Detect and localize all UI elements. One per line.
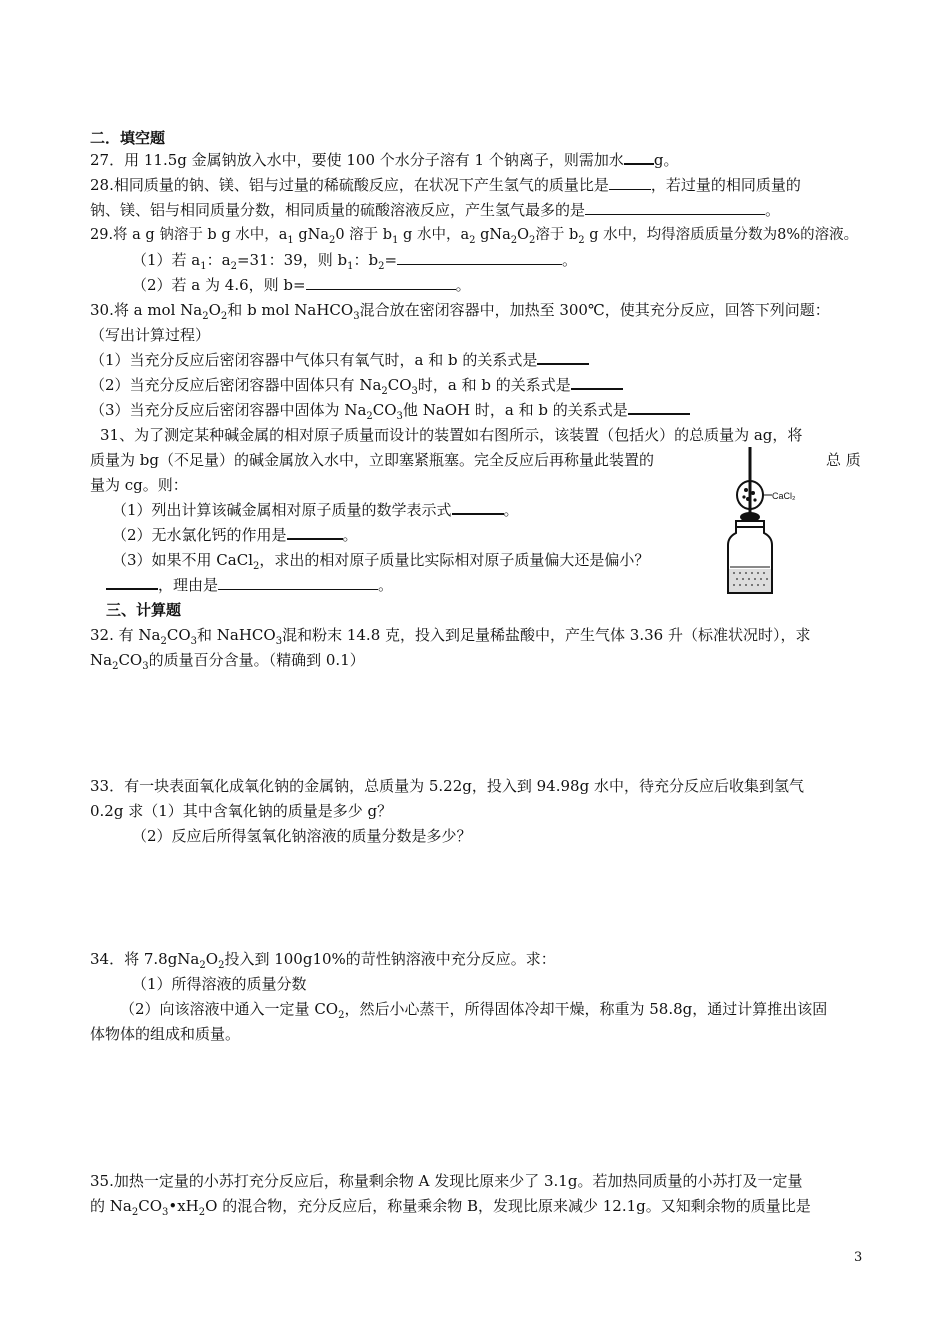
page-number: 3 — [854, 1250, 863, 1265]
answer-blank[interactable] — [624, 149, 654, 165]
answer-blank[interactable] — [585, 200, 765, 215]
question-28-line-1: 28.相同质量的钠、镁、铝与过量的稀硫酸反应，在状况下产生氢气的质量比是 ，若过量的相同质量的 — [90, 176, 801, 194]
answer-blank[interactable] — [628, 399, 690, 415]
question-31-line-3: 量为 cg。则： — [90, 476, 188, 494]
question-33-line-1: 33．有一块表面氧化成氧化钠的金属钠，总质量为 5.22g，投入到 94.98g 水中，待充分反应后收集到氢气 — [90, 777, 804, 795]
question-35-line-1: 35.加热一定量的小苏打充分反应后，称量剩余物 A 发现比原来少了 3.1g。若加热同质量的小苏打及一定量 — [90, 1172, 803, 1190]
answer-blank[interactable] — [537, 349, 589, 365]
question-28-line-2: 钠、镁、铝与相同质量分数，相同质量的硫酸溶液反应，产生氢气最多的是 。 — [90, 201, 781, 219]
question-32-line-2: $Na_2CO_3$的质量百分含量。（精确到 0.1） — [90, 651, 365, 672]
question-35-line-2: 的 $Na_2CO_3•xH_2O$ 的混合物，充分反应后，称量乘余物 B，发现比原来减少 12.1g。又知剩余物的质量比是 — [90, 1197, 811, 1218]
question-34-line-1: 34．将 $7.8gNa_2O_2$投入到 100g10%的苛性钠溶液中充分反应。求： — [90, 950, 556, 971]
question-30-line-2: （写出计算过程） — [90, 326, 211, 344]
answer-blank[interactable] — [609, 175, 651, 190]
section-title-calculation: 三、计算题 — [106, 601, 182, 619]
question-29-sub-2: （2）若 a 为 4.6，则 b= 。 — [132, 276, 471, 294]
section-title-fill-in: 二．填空题 — [90, 129, 166, 147]
answer-blank[interactable] — [571, 374, 623, 390]
question-30-sub-3: （3）当充分反应后密闭容器中固体为 $Na_2CO_3$他 NaOH 时，a 和 b 的关系式是 — [90, 399, 690, 421]
question-33-line-3: （2）反应后所得氢氧化钠溶液的质量分数是多少？ — [132, 827, 472, 845]
question-30-line-1: 30.将 a mol $Na_2O_2$和 b mol NaHCO$_3$混合放在密闭容器中，加热至 300℃，使其充分反应，回答下列问题： — [90, 301, 830, 322]
question-34-line-3: （2）向该溶液中通入一定量 $CO_2$，然后小心蒸干，所得固体冷却干燥，称重为 58.8g，通过计算推出该固 — [120, 1000, 828, 1021]
apparatus-figure — [722, 445, 814, 595]
question-31-sub-1: （1）列出计算该碱金属相对原子质量的数学表示式 。 — [112, 501, 519, 519]
question-31-sub-4: ，理由是 。 — [106, 574, 393, 596]
question-27: 27．用 11.5g 金属钠放入水中，要使 100 个水分子溶有 1 个钠离子，则需加水 g。 — [90, 151, 679, 169]
question-31-sub-2: （2）无水氯化钙的作用是 。 — [112, 526, 358, 544]
question-30-sub-2: （2）当充分反应后密闭容器中固体只有 $Na_2CO_3$时，a 和 b 的关系式是 — [90, 374, 623, 396]
answer-blank[interactable] — [306, 275, 456, 290]
answer-blank[interactable] — [218, 575, 378, 590]
question-29-line-1: 29.将 a g 钠溶于 b g 水中，$a_1$ gNa$_2$0 溶于 $b_1$ g 水中，$a_2$ $gNa_2O_2$溶于 $b_2$ g 水中，均得溶质质量分数为8%的溶液。 — [90, 227, 859, 246]
question-31-line-2: 质量为 bg（不足量）的碱金属放入水中，立即塞紧瓶塞。完全反应后再称量此装置的 — [90, 451, 654, 469]
question-29-sub-1: （1）若 $a_1$：$a_2=31$：39，则 $b_1$：$b_2=$ 。 — [132, 251, 578, 272]
cacl2-label: CaCl₂ — [772, 491, 796, 501]
question-31-line-2-end: 总 质 — [826, 451, 861, 469]
question-33-line-2: 0.2g 求（1）其中含氧化钠的质量是多少 g？ — [90, 802, 393, 820]
question-31-line-1: 31、为了测定某种碱金属的相对原子质量而设计的装置如右图所示，该装置（包括火）的总质量为 ag，将 — [100, 426, 803, 444]
water-fill — [729, 569, 771, 592]
question-34-line-4: 体物体的组成和质量。 — [90, 1025, 241, 1043]
answer-blank[interactable] — [452, 499, 504, 515]
answer-blank[interactable] — [287, 524, 343, 540]
question-30-sub-1: （1）当充分反应后密闭容器中气体只有氧气时，a 和 b 的关系式是 — [90, 349, 589, 371]
question-31-sub-3: （3）如果不用 CaCl$_2$，求出的相对原子质量比实际相对原子质量偏大还是偏小？ — [112, 551, 650, 572]
question-34-line-2: （1）所得溶液的质量分数 — [132, 975, 307, 993]
answer-blank[interactable] — [106, 574, 158, 590]
question-32-line-1: 32. 有 $Na_2CO_3$和 NaHCO$_3$混和粉末 14.8 克，投入到足量稀盐酸中，产生气体 3.36 升（标准状况时），求 — [90, 626, 811, 647]
answer-blank[interactable] — [397, 250, 562, 265]
